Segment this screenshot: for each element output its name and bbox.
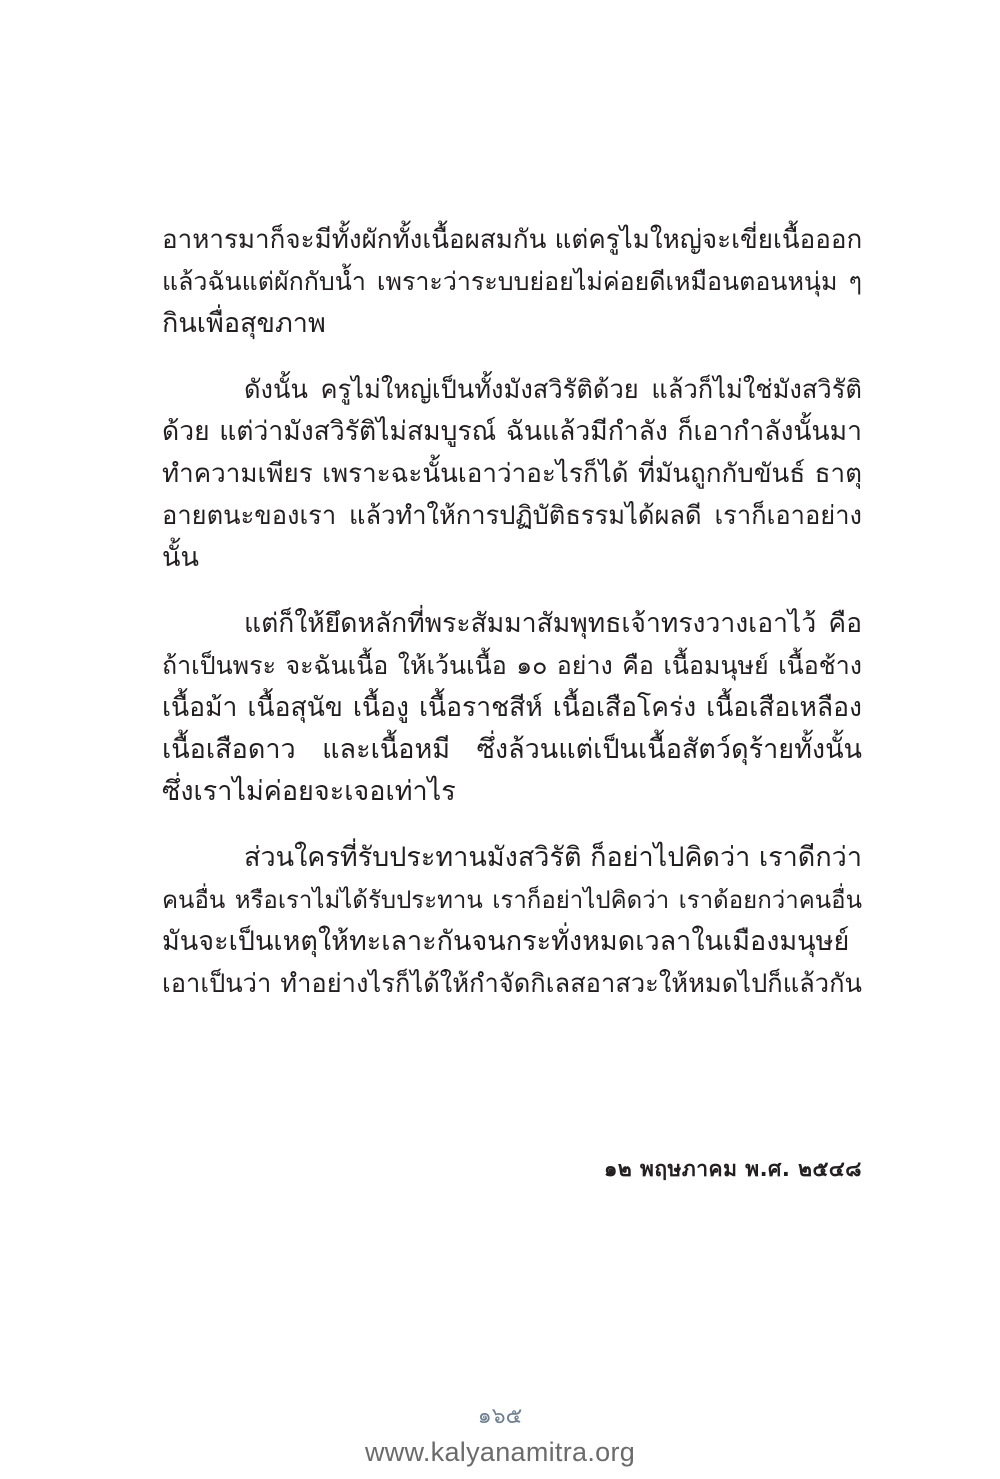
website-url: www.kalyanamitra.org: [364, 1437, 636, 1467]
page-body: [162, 219, 862, 1029]
text-line: นั้น: [162, 542, 199, 573]
text-line: แต่ก็ให้ยึดหลักที่พระสัมมาสัมพุทธเจ้าทรงวางเอาไว้ คือ: [244, 608, 862, 639]
text-line: ทำความเพียร เพราะฉะนั้นเอาว่าอะไรก็ได้ ที่มันถูกกับขันธ์ ธาตุ: [162, 459, 862, 489]
text-line: กินเพื่อสุขภาพ: [162, 308, 326, 339]
page-number: ๑๖๕: [477, 1404, 523, 1429]
text-line: ด้วย แต่ว่ามังสวิรัติไม่สมบูรณ์ ฉันแล้วมีกำลัง ก็เอากำลังนั้นมา: [162, 416, 862, 447]
text-line: ซึ่งเราไม่ค่อยจะเจอเท่าไร: [162, 776, 456, 807]
text-line: เนื้อเสือดาว และเนื้อหมี ซึ่งล้วนแต่เป็นเนื้อสัตว์ดุร้ายทั้งนั้น: [162, 734, 862, 765]
text-line: มันจะเป็นเหตุให้ทะเลาะกันจนกระทั่งหมดเวลาในเมืองมนุษย์: [162, 926, 850, 957]
sermon-date: ๑๒ พฤษภาคม พ.ศ. ๒๕๔๘: [604, 1157, 862, 1181]
text-line: แล้วฉันแต่ผักกับน้ำ เพราะว่าระบบย่อยไม่ค่อยดีเหมือนตอนหนุ่ม ๆ: [162, 267, 862, 296]
paragraph-2: [162, 369, 862, 579]
text-line: อาหารมาก็จะมีทั้งผักทั้งเนื้อผสมกัน แต่ครูไมใหญ่จะเขี่ยเนื้อออก: [162, 225, 863, 255]
paragraph-4: [162, 837, 862, 1005]
paragraph-3: [162, 603, 862, 813]
paragraph-1: [162, 219, 862, 345]
text-line: คนอื่น หรือเราไม่ได้รับประทาน เราก็อย่าไปคิดว่า เราด้อยกว่าคนอื่น: [162, 886, 862, 914]
text-line: ถ้าเป็นพระ จะฉันเนื้อ ให้เว้นเนื้อ ๑๐ อย่าง คือ เนื้อมนุษย์ เนื้อช้าง: [162, 651, 862, 680]
text-line: อายตนะของเรา แล้วทำให้การปฏิบัติธรรมได้ผลดี เราก็เอาอย่าง: [162, 501, 862, 531]
text-line: เนื้อม้า เนื้อสุนัข เนื้องู เนื้อราชสีห์ เนื้อเสือโคร่ง เนื้อเสือเหลือง: [162, 692, 862, 723]
text-line: เอาเป็นว่า ทำอย่างไรก็ได้ให้กำจัดกิเลสอาสวะให้หมดไปก็แล้วกัน: [162, 969, 862, 999]
text-line: ส่วนใครที่รับประทานมังสวิรัติ ก็อย่าไปคิดว่า เราดีกว่า: [244, 842, 862, 873]
text-line: ดังนั้น ครูไม่ใหญ่เป็นทั้งมังสวิรัติด้วย แล้วก็ไม่ใช่มังสวิรัติ: [244, 375, 862, 405]
